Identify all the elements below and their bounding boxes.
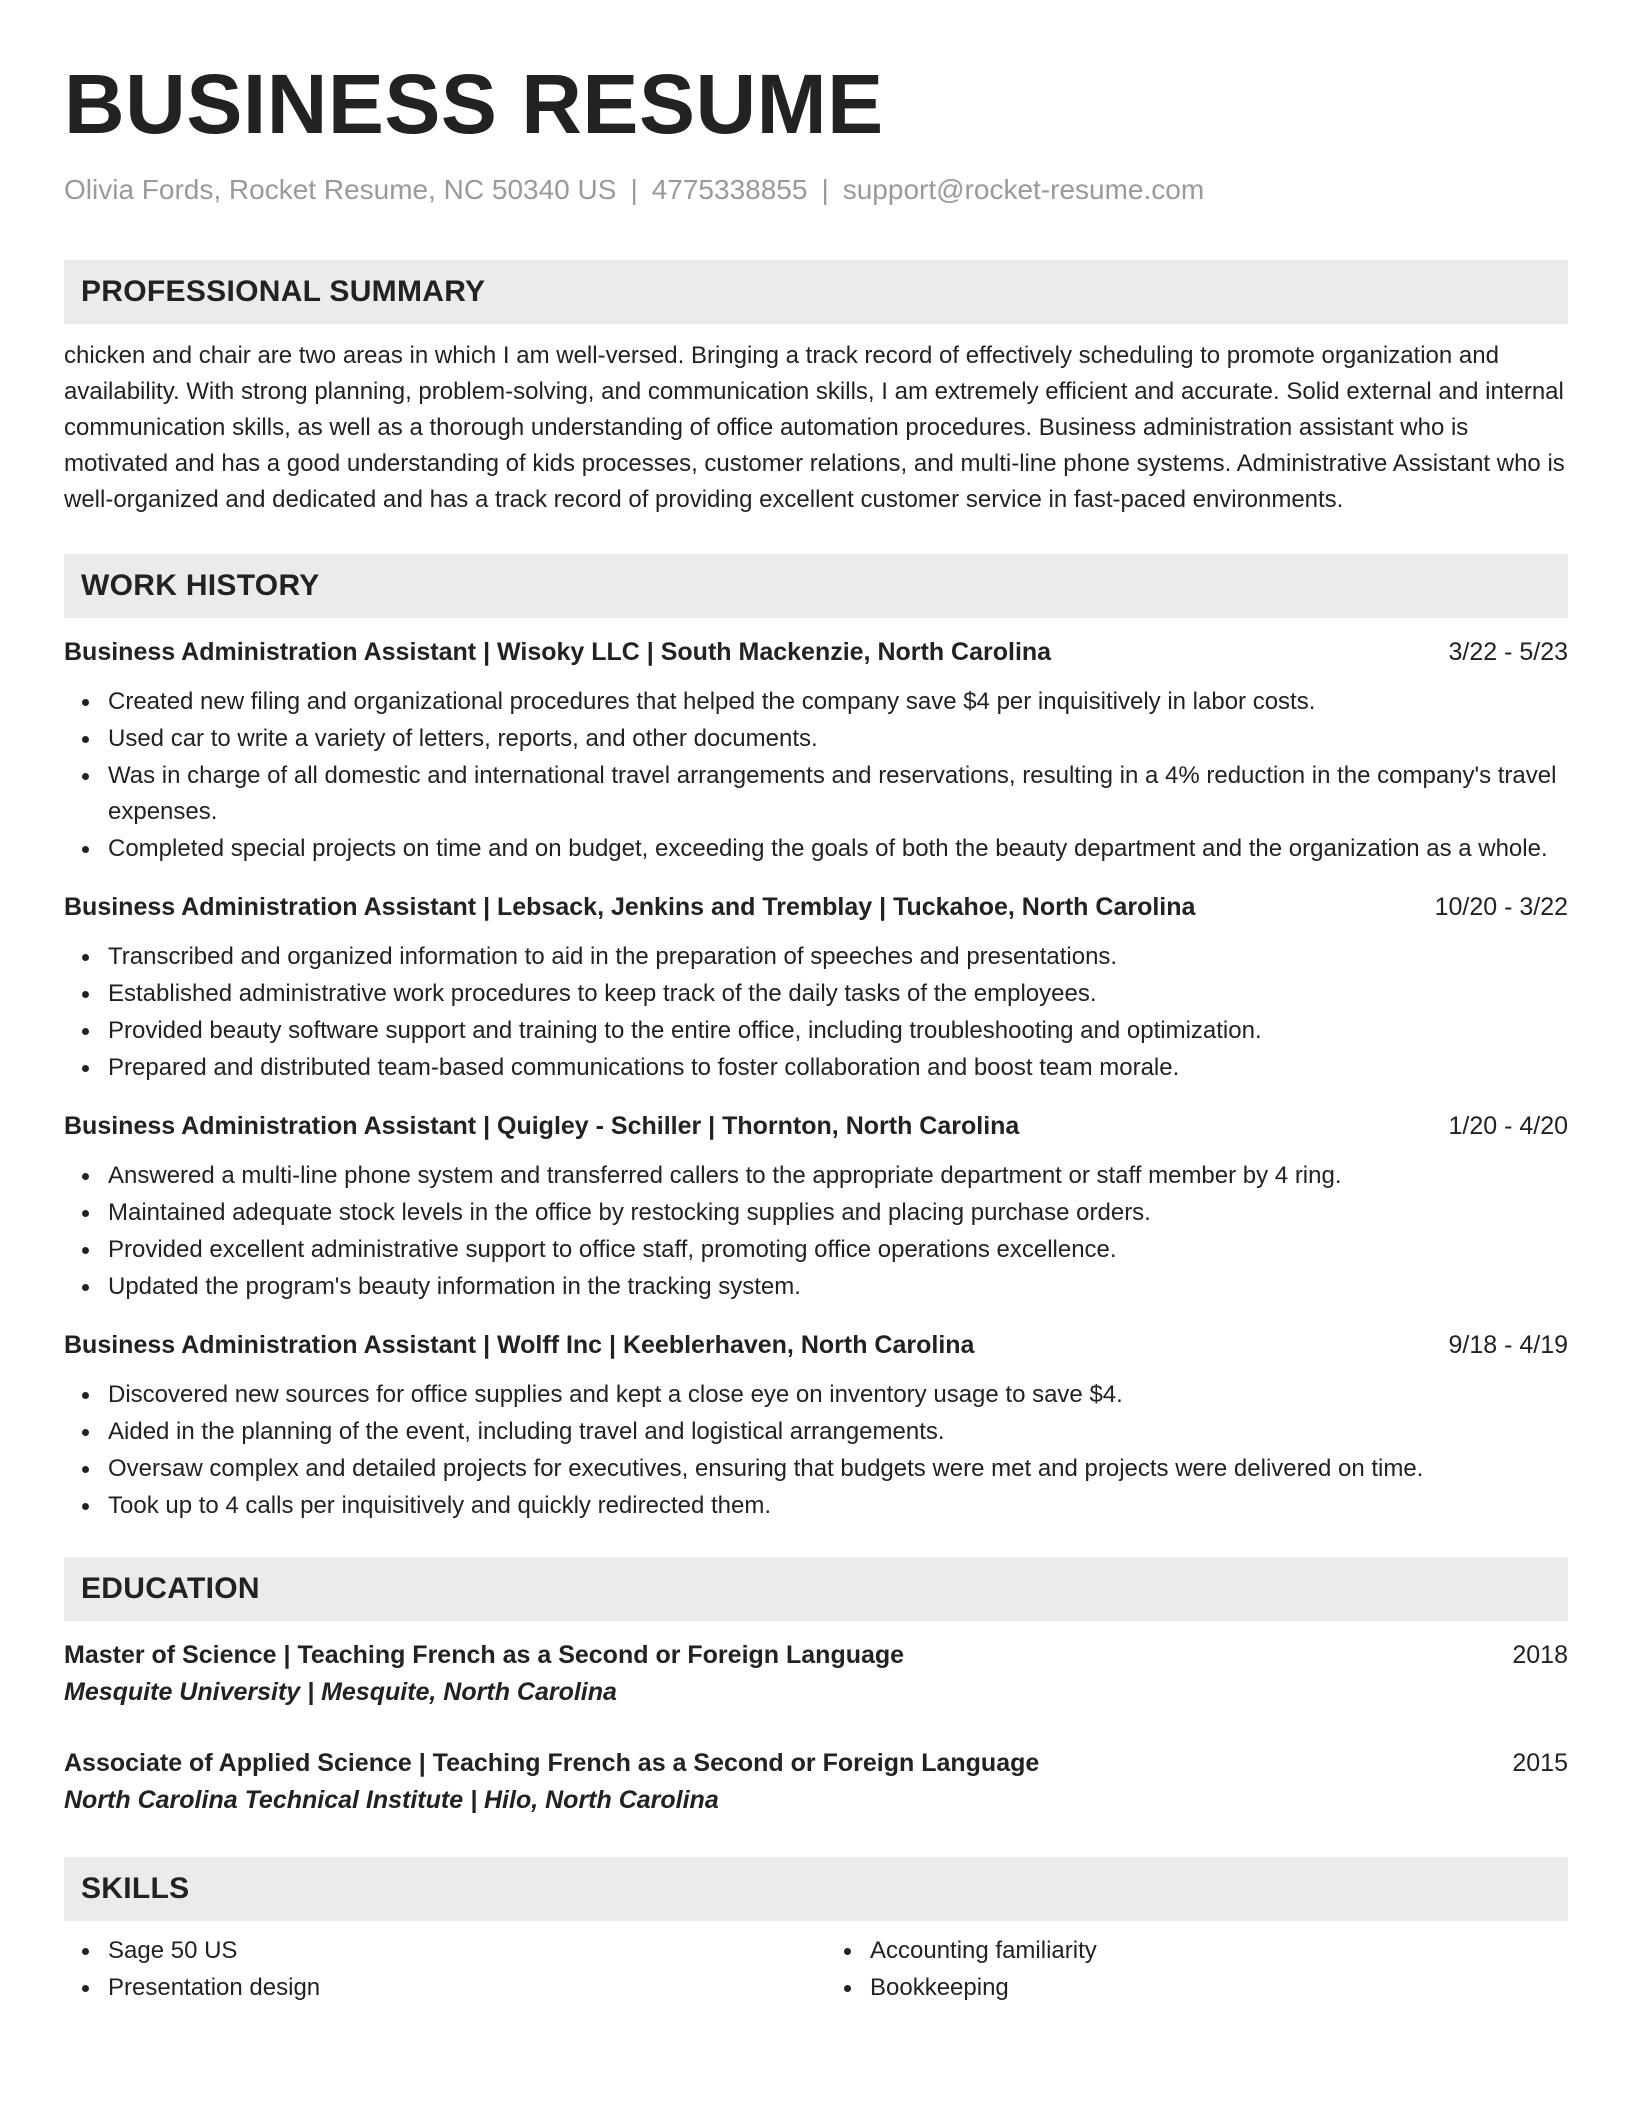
resume-page <box>64 54 1568 2007</box>
skill-item: Presentation design <box>108 1970 806 2006</box>
contact-line <box>64 170 1568 210</box>
contact-phone: 4775338855 <box>651 174 808 205</box>
education-degree: Master of Science | Teaching French as a Second or Foreign Language <box>64 1641 905 1669</box>
section-header-skills: SKILLS <box>64 1857 1568 1921</box>
job-bullet: Provided excellent administrative support to office staff, promoting office operations excellence. <box>108 1232 1568 1268</box>
job-entry <box>64 1327 1568 1524</box>
job-title: Business Administration Assistant | Wolff Inc | Keeblerhaven, North Carolina <box>64 1331 975 1359</box>
summary-text: chicken and chair are two areas in which I am well-versed. Bringing a track record of effectively scheduling to promote organization and availability. With strong planning, problem-solving, and communication skills, I am extremely efficient and accurate. Solid external and internal communication skills, as well as a thorough understanding of office automation procedures. Business administration assistant who is motivated and has a good understanding of kids processes, customer relations, and multi-line phone systems. Administrative Assistant who is well-organized and dedicated and has a track record of providing excellent customer service in fast-paced environments. <box>64 342 1565 513</box>
education-school: North Carolina Technical Institute | Hilo, North Carolina <box>64 1786 719 1814</box>
contact-email: support@rocket-resume.com <box>842 174 1205 205</box>
job-header <box>64 634 1568 670</box>
job-bullet: Completed special projects on time and on budget, exceeding the goals of both the beauty department and the organization as a whole. <box>108 831 1568 867</box>
job-title: Business Administration Assistant | Wisoky LLC | South Mackenzie, North Carolina <box>64 638 1052 666</box>
education-entry <box>64 1637 1568 1711</box>
job-header <box>64 1327 1568 1363</box>
contact-separator: | <box>630 174 638 205</box>
skills-list-right <box>826 1933 1568 2007</box>
job-bullet-list <box>64 684 1568 867</box>
skills-grid <box>64 1933 1568 2007</box>
job-bullet: Oversaw complex and detailed projects for executives, ensuring that budgets were met and projects were delivered on time. <box>108 1451 1568 1487</box>
job-bullet: Answered a multi-line phone system and transferred callers to the appropriate department or staff member by 4 ring. <box>108 1158 1568 1194</box>
job-bullet: Aided in the planning of the event, including travel and logistical arrangements. <box>108 1414 1568 1450</box>
job-bullet: Created new filing and organizational procedures that helped the company save $4 per inquisitively in labor costs. <box>108 684 1568 720</box>
section-header-education: EDUCATION <box>64 1557 1568 1621</box>
job-bullet: Provided beauty software support and training to the entire office, including troubleshooting and optimization. <box>108 1013 1568 1049</box>
job-bullet: Took up to 4 calls per inquisitively and quickly redirected them. <box>108 1488 1568 1524</box>
job-bullet: Maintained adequate stock levels in the office by restocking supplies and placing purchase orders. <box>108 1195 1568 1231</box>
job-header <box>64 1108 1568 1144</box>
job-title: Business Administration Assistant | Quigley - Schiller | Thornton, North Carolina <box>64 1112 1020 1140</box>
job-bullet: Discovered new sources for office supplies and kept a close eye on inventory usage to save $4. <box>108 1377 1568 1413</box>
education-school: Mesquite University | Mesquite, North Carolina <box>64 1678 617 1706</box>
job-bullet-list <box>64 1158 1568 1305</box>
job-bullet: Was in charge of all domestic and international travel arrangements and reservations, resulting in a 4% reduction in the company's travel expenses. <box>108 758 1568 830</box>
job-header <box>64 889 1568 925</box>
section-header-summary: PROFESSIONAL SUMMARY <box>64 260 1568 324</box>
job-dates: 9/18 - 4/19 <box>1448 1331 1568 1359</box>
skill-item: Sage 50 US <box>108 1933 806 1969</box>
section-header-work-history: WORK HISTORY <box>64 554 1568 618</box>
education-header <box>64 1637 1568 1673</box>
job-bullet: Established administrative work procedures to keep track of the daily tasks of the employees. <box>108 976 1568 1012</box>
education-header <box>64 1745 1568 1781</box>
skills-list-left <box>64 1933 806 2007</box>
skill-item: Accounting familiarity <box>870 1933 1568 1969</box>
education-year: 2015 <box>1512 1749 1568 1777</box>
job-entry <box>64 889 1568 1086</box>
job-dates: 1/20 - 4/20 <box>1448 1112 1568 1140</box>
job-bullet: Transcribed and organized information to aid in the preparation of speeches and presentations. <box>108 939 1568 975</box>
education-degree: Associate of Applied Science | Teaching French as a Second or Foreign Language <box>64 1749 1040 1777</box>
job-dates: 3/22 - 5/23 <box>1448 638 1568 666</box>
job-entry <box>64 1108 1568 1305</box>
job-entry <box>64 634 1568 867</box>
job-bullet-list <box>64 939 1568 1086</box>
job-bullet: Used car to write a variety of letters, reports, and other documents. <box>108 721 1568 757</box>
skill-item: Bookkeeping <box>870 1970 1568 2006</box>
education-entry <box>64 1745 1568 1819</box>
job-bullet-list <box>64 1377 1568 1524</box>
job-title: Business Administration Assistant | Lebsack, Jenkins and Tremblay | Tuckahoe, North Carolina <box>64 893 1196 921</box>
resume-title: BUSINESS RESUME <box>64 57 884 151</box>
job-bullet: Updated the program's beauty information in the tracking system. <box>108 1269 1568 1305</box>
job-dates: 10/20 - 3/22 <box>1434 893 1568 921</box>
contact-separator: | <box>821 174 829 205</box>
job-bullet: Prepared and distributed team-based communications to foster collaboration and boost team morale. <box>108 1050 1568 1086</box>
contact-address: Olivia Fords, Rocket Resume, NC 50340 US <box>64 174 617 205</box>
education-year: 2018 <box>1512 1641 1568 1669</box>
